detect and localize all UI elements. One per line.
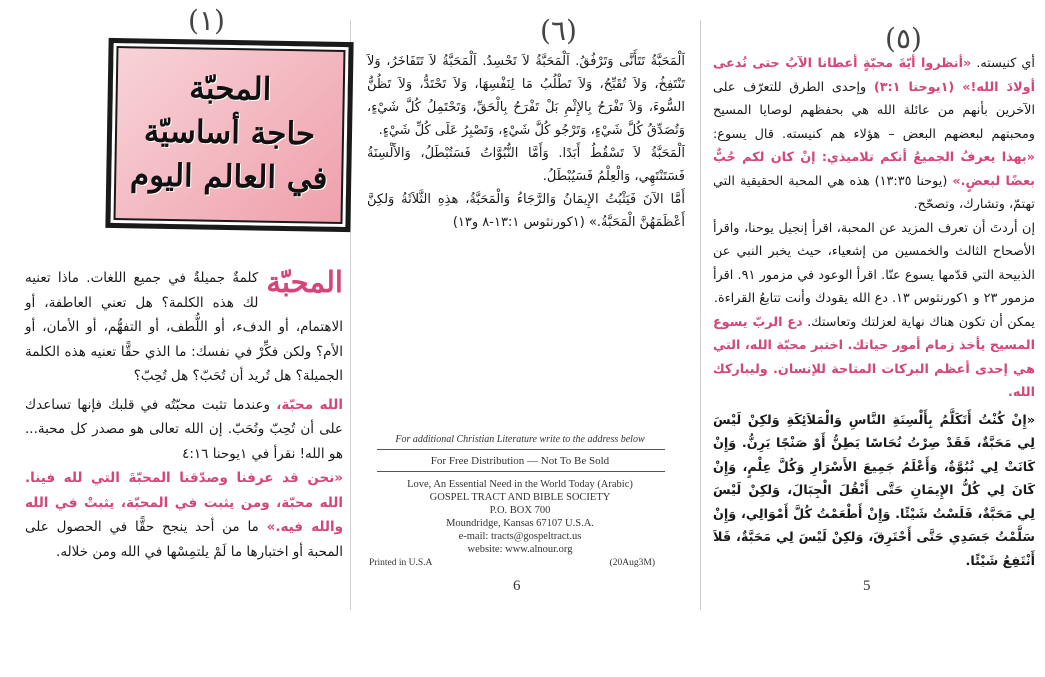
city-address: Moundridge, Kansas 67107 U.S.A. [446, 518, 594, 529]
verse-part-3: أَمَّا الآنَ فَيَثْبُتُ الإِيمَانُ وَالرَّجَاءُ وَالْمَحَبَّةُ، هذِهِ الثَّلاَثَةُ وَلكِنَّ أَعْظَمَهُنَّ الْمَحَبَّةُ.» [367, 192, 685, 230]
email-address: e-mail: tracts@gospeltract.us [458, 531, 582, 542]
inner-p1c: (يوحنا ١٣:٣٥) هذه هي المحبة الحقيقية التي تهتمّ، وتشارك، وتصحّح. [713, 173, 1035, 212]
cover-paragraph-3: ما من أحد ينجح حقًّا في الحصول على المحبة أو اختبارها ما لَمْ يلتمِسْها في الله ومن خلاله. [25, 519, 343, 560]
inner-verse-2: «بهذا يعرفُ الجميعُ أنكم تلاميذي: إنْ كان لكم حُبٌّ بعضًا لبعضٍ.» [713, 150, 1035, 189]
handwritten-number-6: (٦) [540, 14, 577, 47]
inner-text [713, 52, 1035, 573]
inner-p3: يمكن أن تكون هناك نهاية لعزلتك وتعاستك. [802, 314, 1035, 330]
booklet-title: Love, An Essential Need in the World Today (Arabic) [407, 479, 633, 490]
inner-verse-3: «إِنْ كُنْتُ أَتَكَلَّمُ بِأَلْسِنَةِ النَّاسِ وَالْمَلاَئِكَةِ وَلكِنْ لَيْسَ لِي مَحَبَّةٌ، فَقَدْ صِرْتُ نُحَاسًا يَطِنُّ أَوْ صَنْجًا يَرِنُّ. وَإِنْ كَانَتْ لِي نُبُوَّةٌ، وَأَعْلَمُ جَمِيعَ الأَسْرَارِ وَكُلَّ عِلْمٍ، وَإِنْ كَانَ لِي كُلُّ الإِيمَانِ حَتَّى أَنْقُلَ الْجِبَالَ، وَلكِنْ لَيْسَ لِي مَحَبَّةٌ، فَلَسْتُ شَيْئًا. وَإِنْ أَطْعَمْتُ كُلَّ أَمْوَالِي، وَإِنْ سَلَّمْتُ جَسَدِي حَتَّى أَحْتَرِقَ، وَلكِنْ لَيْسَ لِي مَحَبَّةٌ، فَلاَ أَنْتَفِعُ شَيْئًا. [713, 412, 1035, 569]
cover-panel [10, 0, 345, 630]
page-number-6: 6 [513, 578, 521, 594]
inner-p1a: أي كنيسته. [971, 56, 1035, 71]
divider-2 [377, 471, 665, 472]
title-line-1: المحبّة [189, 70, 272, 108]
verse-part-1: اَلْمَحَبَّةُ تَتَأَنَّى وَتَرْفُقُ. اَلْمَحَبَّةُ لاَ تَحْسِدُ. اَلْمَحَبَّةُ لاَ تَتَفَاخَرُ، وَلاَ تَنْتَفِخُ، وَلاَ تُقَبِّحُ، وَلاَ تَطْلُبُ مَا لِنَفْسِهَا، وَلاَ تَحْتَدُّ، وَلاَ تَظُنُّ السُّوءَ، وَلاَ تَفْرَحُ بِالإِثْمِ بَلْ تَفْرَحُ بِالْحَقِّ، وَتَحْتَمِلُ كُلَّ شَيْءٍ، وَتُصَدِّقُ كُلَّ شَيْءٍ، وَتَرْجُو كُلَّ شَيْءٍ، وَتَصْبِرُ عَلَى كُلِّ شَيْءٍ. [367, 54, 685, 138]
fold-line-right [700, 20, 701, 610]
address-note: For additional Christian Literature write to the address below [395, 434, 645, 445]
inner-verse-1: «أنظروا أيّةَ محبّةٍ أعطانا الآبُ حتى نُدعى أولادَ الله!» (١يوحنا ٣:١) [713, 56, 1035, 95]
god-is-love-text: الله محبّة، [276, 396, 344, 413]
handwritten-number-1: (١) [188, 4, 225, 37]
verse-part-2: اَلْمَحَبَّةُ لاَ تَسْقُطُ أَبَدًا. وَأَمَّا النُّبُوَّاتُ فَسَتُبْطَلُ، وَالأَلْسِنَةُ فَسَتَنْتَهِي، وَالْعِلْمُ فَسَيُبْطَلُ. [367, 146, 685, 184]
cover-paragraph-1: كلمةٌ جميلةٌ في جميع اللغات. ماذا تعنيه لك هذه الكلمة؟ هل تعني العاطفة، أو الاهتمام، أو الدفء، أو اللُّطف، أو التفهُّم، أو الأمان، أو الأم؟ ولكن فكِّرْ في نفسك: ما الذي حقًّا تعنيه هذه الكلمة الجميلة؟ هل تُريد أن تُحَبّ؟ هل تُحِبّ؟ [25, 270, 343, 384]
title-box [105, 38, 353, 232]
inner-p1b: وإحدى الطرق للتعرّف على الآخرين بأنهم من عائلة الله هي بحفظهم لوصايا المسيح ومحبتهم لبعضهم البعض – هؤلاء هم كنيسته. قال يسوع: [713, 79, 1035, 142]
lead-word: المحبّة [266, 265, 343, 299]
publisher-name: GOSPEL TRACT AND BIBLE SOCIETY [429, 492, 611, 503]
website-address: website: www.alnour.org [467, 544, 573, 555]
corinthians-verse [367, 50, 685, 234]
title-line-2: حاجة أساسيّة [143, 113, 316, 153]
cover-paragraph-2: وعندما تثبت محبّتُه في قلبك فإنها تساعدك على أن تُحِبّ وتُحَبّ. إن الله تعالى هو مصدر كل محبة... هو الله! نقرأ في ١يوحنا ٤:١٦ [25, 396, 343, 462]
back-panel [355, 0, 695, 630]
divider-1 [377, 449, 665, 450]
free-distribution: For Free Distribution — Not To Be Sold [430, 455, 610, 467]
cover-text [25, 266, 343, 564]
verse-reference: (١كورنثوس ١٣:١-٨ و١٣) [452, 215, 585, 230]
title-line-3: في العالم اليوم [129, 157, 328, 197]
inner-p2: إن أردتَ أن تعرف المزيد عن المحبة، اقرأ إنجيل يوحنا، واقرأ الأصحاح الثالث والخمسين من إشعياء، حيث يخبر النبي عن الذبيحة التي قدّمها يسوع عنّا. اقرأ الوعود في مزمور ٩١. اقرأ مزمور ٢٣ و ١كورنثوس ١٣. دع الله يقودك وأنت تتابعُ القراءة. [713, 220, 1035, 306]
print-code: (20Aug3M) [609, 558, 655, 568]
inner-invitation: دع الربّ يسوع المسيح يأخذ زمام أمور حياتك. اختبر محبّة الله، التي هي إحدى أعظم البركات المتاحة للإنسان. وليباركك الله. [713, 314, 1035, 400]
printed-in: Printed in U.S.A [369, 558, 433, 568]
cover-verse-quote: «نحن قد عرفنا وصدّقنا المحبّةَ التي لله فينا. الله محبّة، ومن يثبت في المحبّة، يثبتْ في الله والله فيه.» [25, 470, 343, 535]
handwritten-number-5: (٥) [885, 22, 922, 55]
inner-panel [705, 0, 1040, 630]
po-box: P.O. BOX 700 [489, 505, 551, 516]
page-number-5: 5 [863, 578, 871, 594]
